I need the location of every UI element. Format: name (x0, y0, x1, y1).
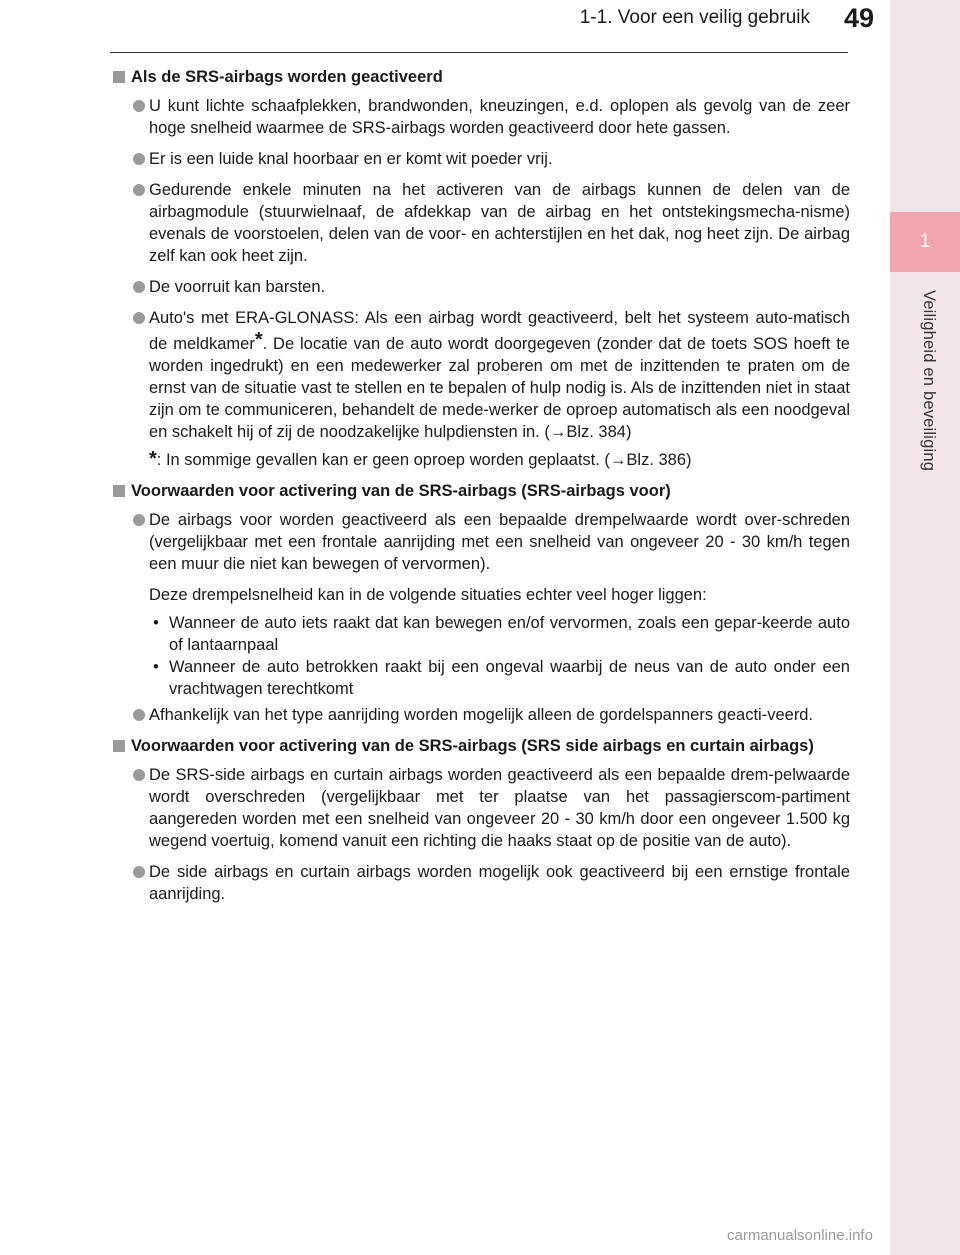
bullet-item: De voorruit kan barsten. (112, 276, 850, 298)
bullet-text: Auto's met ERA-GLONASS: Als een airbag wordt geactiveerd, belt het systeem auto-matisch de meldkamer (149, 309, 850, 353)
watermark: carmanualsonline.info (727, 1227, 873, 1244)
chapter-title: Veiligheid en beveiliging (920, 290, 938, 472)
page-number: 49 (843, 2, 875, 33)
footnote (112, 448, 850, 471)
chapter-tab[interactable] (890, 212, 960, 272)
section-heading: Voorwaarden voor activering van de SRS-airbags (SRS side airbags en curtain airbags) (112, 735, 850, 757)
header-divider (110, 52, 848, 53)
sub-list (112, 612, 850, 700)
section-heading: Als de SRS-airbags worden geactiveerd (112, 66, 850, 88)
bullet-item: Afhankelijk van het type aanrijding worden mogelijk alleen de gordelspanners geacti-veerd. (112, 704, 850, 726)
section-heading: Voorwaarden voor activering van de SRS-airbags (SRS-airbags voor) (112, 480, 850, 502)
bullet-item: De side airbags en curtain airbags worden mogelijk ook geactiveerd bij een ernstige frontale aanrijding. (112, 861, 850, 905)
chapter-number: 1 (919, 231, 931, 252)
bullet-item-era-glonass (112, 307, 850, 443)
page-header (110, 0, 890, 36)
paragraph: Deze drempelsnelheid kan in de volgende situaties echter veel hoger liggen: (149, 586, 707, 604)
bullet-item: Gedurende enkele minuten na het activeren van de airbags kunnen de delen van de airbagmodule (stuurwielnaaf, de afdekkap van de airbag en het ontstekingsmecha-nisme) evenals de voorstoelen, delen van de voor- en achterstijlen en het dak, nog heet zijn. De airbag zelf kan ook heet zijn. (112, 179, 850, 267)
page-content (112, 66, 850, 914)
bullet-item: Er is een luide knal hoorbaar en er komt wit poeder vrij. (112, 148, 850, 170)
bullet-item: De SRS-side airbags en curtain airbags worden geactiveerd als een bepaalde drem-pelwaarde wordt overschreden (vergelijkbaar met ter plaatse van het passagierscom-partiment aangereden worden met een snelheid van ongeveer 20 - 30 km/h door een ongeveer 1.500 kg wegend voertuig, komend vanuit een richting die haaks staat op de positie van de auto). (112, 764, 850, 852)
sub-list-item: • Wanneer de auto betrokken raakt bij een ongeval waarbij de neus van de auto onder een vrachtwagen terechtkomt (112, 656, 850, 700)
bullet-item: De airbags voor worden geactiveerd als een bepaalde drempelwaarde wordt over-schreden (vergelijkbaar met een frontale aanrijding met een snelheid van ongeveer 20 - 30 km/h tegen een muur die niet kan bewegen of vervormen). (112, 509, 850, 575)
chapter-sidebar (890, 0, 960, 1255)
bullet-item: U kunt lichte schaafplekken, brandwonden, kneuzingen, e.d. oplopen als gevolg van de zeer hoge snelheid waarmee de SRS-airbags worden geactiveerd door hete gassen. (112, 95, 850, 139)
footnote-marker: * (254, 329, 263, 351)
footnote-star: * (149, 448, 157, 470)
footnote-text: : In sommige gevallen kan er geen oproep worden geplaatst. (→Blz. 386) (156, 451, 692, 469)
section-title: 1-1. Voor een veilig gebruik (579, 7, 810, 28)
bullet-text: . De locatie van de auto wordt doorgegeven (zonder dat de toets SOS hoeft te worden ingedrukt) en een medewerker zal proberen om met de inzittenden te praten om de ernst van de situatie vast te stellen en te bepalen of hulp nodig is. Als de inzittenden niet in staat zijn om te communiceren, behandelt de mede-werker de oproep automatisch als een noodgeval en schakelt hij of zij de noodzakelijke hulpdiensten in. (→Blz. 384) (149, 335, 850, 441)
sub-list-item: • Wanneer de auto iets raakt dat kan bewegen en/of vervormen, zoals een gepar-keerde auto of lantaarnpaal (112, 612, 850, 656)
